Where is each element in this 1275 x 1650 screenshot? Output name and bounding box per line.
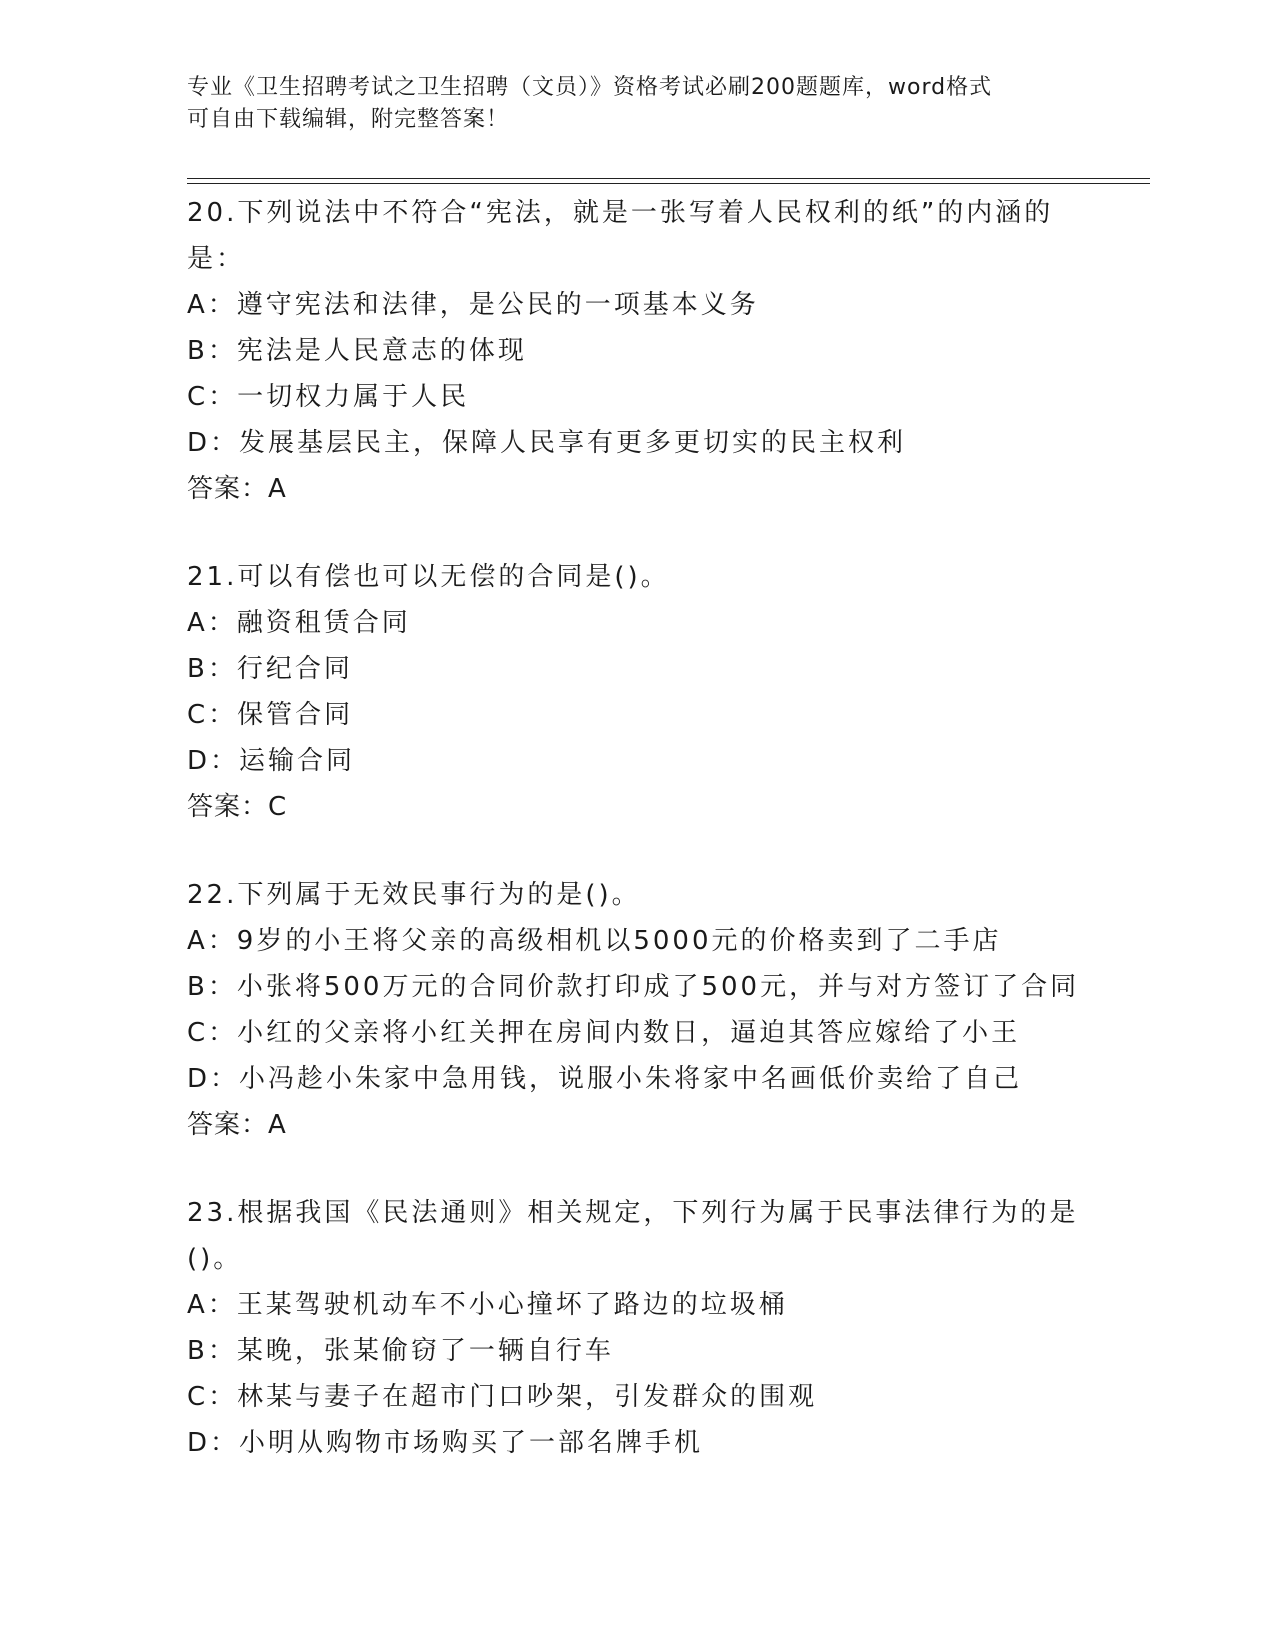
option-b: B：宪法是人民意志的体现	[187, 336, 527, 366]
answer: 答案：A	[187, 474, 287, 504]
question-text-continued: 是：	[187, 244, 246, 274]
option-c: C：一切权力属于人民	[187, 382, 470, 412]
header-line-1: 专业《卫生招聘考试之卫生招聘（文员）》资格考试必刷200题题库，word格式	[187, 75, 993, 100]
option-c: C：小红的父亲将小红关押在房间内数日，逼迫其答应嫁给了小王	[187, 1018, 1021, 1048]
option-c: C：保管合同	[187, 700, 354, 730]
question-20	[187, 190, 1107, 512]
question-21	[187, 554, 1107, 830]
option-d: D：小冯趁小朱家中急用钱，说服小朱将家中名画低价卖给了自己	[187, 1064, 1023, 1094]
option-a: A：遵守宪法和法律，是公民的一项基本义务	[187, 290, 759, 320]
question-text-continued: ()。	[187, 1244, 243, 1274]
header-line-2: 可自由下载编辑，附完整答案！	[187, 107, 510, 132]
option-a: A：融资租赁合同	[187, 608, 411, 638]
answer: 答案：A	[187, 1110, 287, 1140]
question-text: 20.下列说法中不符合“宪法，就是一张写着人民权利的纸”的内涵的	[187, 198, 1054, 228]
header-divider-top	[187, 178, 1150, 179]
question-23	[187, 1190, 1107, 1466]
question-text: 21.可以有偿也可以无偿的合同是()。	[187, 562, 670, 592]
question-list	[187, 190, 1107, 1508]
header-divider-bottom	[187, 183, 1150, 184]
option-c: C：林某与妻子在超市门口吵架，引发群众的围观	[187, 1382, 818, 1412]
question-text: 22.下列属于无效民事行为的是()。	[187, 880, 641, 910]
document-header	[187, 72, 1087, 136]
question-22	[187, 872, 1107, 1148]
option-b: B：某晚，张某偷窃了一辆自行车	[187, 1336, 614, 1366]
option-d: D：运输合同	[187, 746, 356, 776]
option-a: A：9岁的小王将父亲的高级相机以5000元的价格卖到了二手店	[187, 926, 1002, 956]
option-d: D：发展基层民主，保障人民享有更多更切实的民主权利	[187, 428, 907, 458]
option-d: D：小明从购物市场购买了一部名牌手机	[187, 1428, 704, 1458]
option-a: A：王某驾驶机动车不小心撞坏了路边的垃圾桶	[187, 1290, 788, 1320]
answer: 答案：C	[187, 792, 288, 822]
option-b: B：行纪合同	[187, 654, 353, 684]
question-text: 23.根据我国《民法通则》相关规定，下列行为属于民事法律行为的是	[187, 1198, 1079, 1228]
option-b: B：小张将500万元的合同价款打印成了500元，并与对方签订了合同	[187, 972, 1080, 1002]
